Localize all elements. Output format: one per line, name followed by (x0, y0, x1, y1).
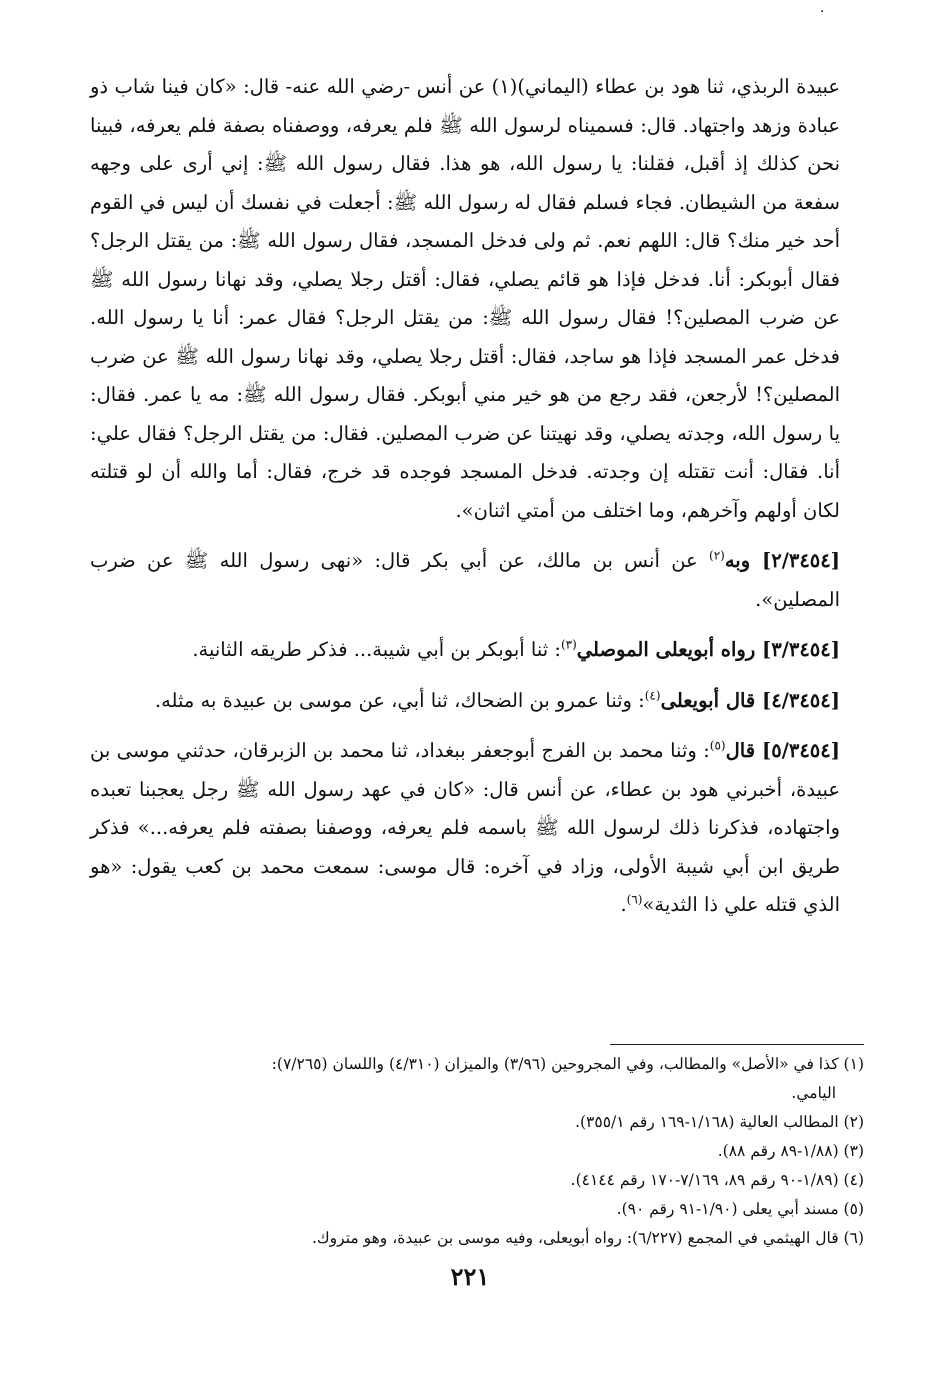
footnote-ref: (٤) (644, 688, 661, 702)
hadith-label: [٢/٣٤٥٤] وبه (724, 549, 840, 572)
footnote-1 (170, 1050, 864, 1108)
footnote-ref: (٢) (709, 548, 725, 563)
hadith-entry-2 (90, 542, 840, 619)
main-text (90, 68, 840, 937)
page-number: ٢٢١ (450, 1262, 490, 1291)
hadith-text: : وثنا عمرو بن الضحاك، ثنا أبي، عن موسى بن عبيدة به مثله. (154, 688, 645, 712)
hadith-label: [٥/٣٤٥٤] قال (725, 739, 840, 762)
hadith-text: : وثنا محمد بن الفرج أبوجعفر ببغداد، ثنا محمد بن الزبرقان، حدثني موسى بن عبيدة، أخبرني هود بن عطاء، عن أنس قال: «كان في عهد رسول الله ﷺ رجل يعجبنا تعبده واجتهاده، فذكرنا ذلك لرسول الله ﷺ باسمه فلم يعرفه، ووصفنا بصفته فلم يعرفه...» فذكر طريق ابن أبي شيبة الأولى، وزاد في آخره: قال موسى: سمعت محمد بن كعب يقول: «هو الذي قتله علي ذا الثدية» (90, 739, 840, 916)
hadith-text: : ثنا أبوبكر بن أبي شيبة... فذكر طريقه الثانية. (192, 638, 561, 661)
hadith-label: [٤/٣٤٥٤] قال أبويعلى (660, 688, 840, 712)
hadith-entry-4 (90, 682, 840, 721)
footnote-ref: (٣) (560, 637, 577, 652)
footnote-continuation: اليامي. (791, 1084, 836, 1102)
footnote-2: (٢) المطالب العالية (١/١٦٨-١٦٩ رقم ٣٥٥/١). (575, 1113, 864, 1131)
footnote-ref: (٥) (709, 738, 726, 753)
corner-mark: · (820, 4, 825, 20)
hadith-label: [٣/٣٤٥٤] رواه أبويعلى الموصلي (576, 638, 840, 661)
footnote-text: (١) كذا في «الأصل» والمطالب، وفي المجروحين (٣/٩٦) والميزان (٤/٣١٠) واللسان (٧/٢٦٥): (271, 1055, 864, 1073)
hadith-entry-3 (90, 631, 840, 670)
footnote-6: (٦) قال الهيثمي في المجمع (٦/٢٢٧): رواه أبويعلى، وفيه موسى بن عبيدة، وهو متروك. (311, 1229, 864, 1247)
footnote-3: (٣) (١/٨٨-٨٩ رقم ٨٨). (717, 1142, 864, 1160)
footnote-ref: (٦) (626, 892, 643, 907)
footnote-divider (610, 1044, 864, 1045)
hadith-tail: . (620, 893, 627, 916)
footnotes (170, 1050, 864, 1253)
hadith-text: عن أنس بن مالك، عن أبي بكر قال: «نهى رسول الله ﷺ عن ضرب المصلين». (90, 549, 840, 611)
footnote-5: (٥) مسند أبي يعلى (١/٩٠-٩١ رقم ٩٠). (616, 1200, 864, 1218)
hadith-entry-5 (90, 732, 840, 925)
footnote-4: (٤) (١/٨٩-٩٠ رقم ٨٩، ٧/١٦٩-١٧٠ رقم ٤١٤٤). (570, 1171, 864, 1189)
paragraph-continuation: عبيدة الربذي، ثنا هود بن عطاء (اليماني)(١) عن أنس -رضي الله عنه- قال: «كان فينا شاب ذو عبادة وزهد واجتهاد. قال: فسميناه لرسول الله ﷺ فلم يعرفه، ووصفناه بصفة فلم يعرفه، فبينا نحن كذلك إذ أقبل، فقلنا: يا رسول الله، هو هذا. فقال رسول الله ﷺ: إني أرى على وجهه سفعة من الشيطان. فجاء فسلم فقال له رسول الله ﷺ: أجعلت في نفسك أن ليس في القوم أحد خير منك؟ قال: اللهم نعم. ثم ولى فدخل المسجد، فقال رسول الله ﷺ: من يقتل الرجل؟ فقال أبوبكر: أنا. فدخل فإذا هو قائم يصلي، فقال: أقتل رجلا يصلي، وقد نهانا رسول الله ﷺ عن ضرب المصلين؟! فقال رسول الله ﷺ: من يقتل الرجل؟ فقال عمر: أنا يا رسول الله. فدخل عمر المسجد فإذا هو ساجد، فقال: أقتل رجلا يصلي، وقد نهانا رسول الله ﷺ عن ضرب المصلين؟! لأرجعن، فقد رجع من هو خير مني أبوبكر. فقال رسول الله ﷺ: مه يا عمر. فقال: يا رسول الله، وجدته يصلي، وقد نهيتنا عن ضرب المصلين. فقال: من يقتل الرجل؟ فقال علي: أنا. فقال: أنت تقتله إن وجدته. فدخل المسجد فوجده قد خرج، فقال: أما والله أن لو قتلته لكان أولهم وآخرهم، وما اختلف من أمتي اثنان». (90, 75, 840, 522)
